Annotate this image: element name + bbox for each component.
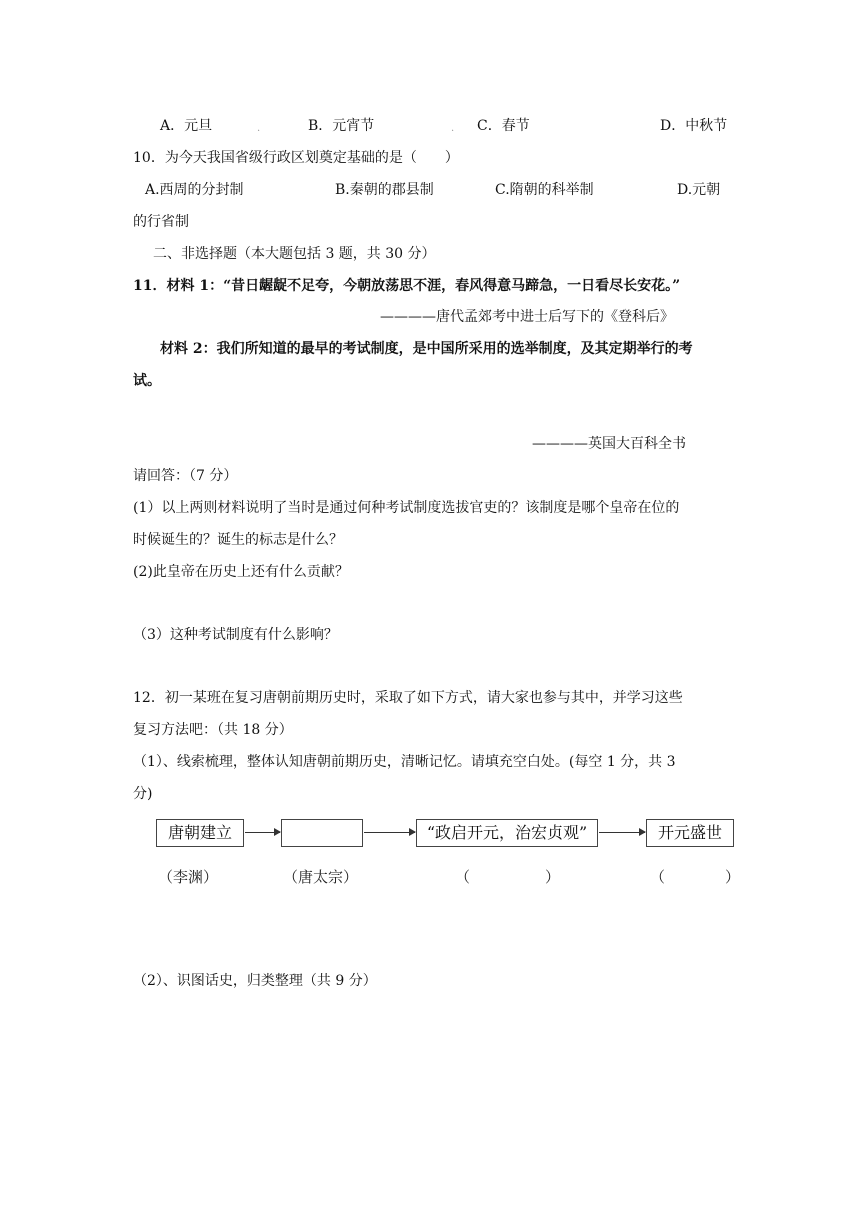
flow-box-kaiyuan-prosperity: 开元盛世 [646,819,734,847]
flow-caption-blank-2: （ ） [650,868,741,886]
q10-option-b: B.秦朝的郡县制 [335,182,434,198]
q11-question-2: (2)此皇帝在历史上还有什么贡献？ [133,564,349,580]
flow-caption-blank-1: （ ） [455,868,561,886]
q9-option-b: B．元宵节 [308,118,375,134]
flow-arrow-1 [245,832,280,833]
q9-option-a: A．元旦 [160,118,213,134]
q10-option-a: A.西周的分封制 [145,182,244,198]
q10-option-c: C.隋朝的科举制 [495,182,594,198]
q12-part-1-cont: 分) [133,786,153,802]
section-heading: 二、非选择题（本大题包括 3 题，共 30 分） [153,246,436,262]
flow-arrow-2 [364,832,415,833]
q12-stem: 12．初一某班在复习唐朝前期历史时，采取了如下方式，请大家也参与其中，并学习这些 [133,690,683,706]
q10-stem: 10．为今天我国省级行政区划奠定基础的是（ ） [133,150,459,166]
q12-part-2: （2）、识图话史，归类整理（共 9 分） [133,973,377,989]
flow-caption-li-yuan: （李渊） [158,868,219,886]
q10-option-d: D.元朝 [677,182,721,198]
scan-mark: . [257,123,261,134]
q12-stem-cont: 复习方法吧：（共 18 分） [133,722,293,738]
q11-material-1: 11．材料 1：“昔日龌龊不足夸，今朝放荡思不涯，春风得意马蹄急，一日看尽长安花。” [133,278,681,294]
q11-question-3: （3）这种考试制度有什么影响？ [133,627,338,643]
q11-prompt: 请回答：（7 分） [133,468,238,484]
q10-option-d-continued: 的行省制 [133,214,189,230]
flow-box-blank [281,819,363,847]
q11-question-1-cont: 时候诞生的？诞生的标志是什么？ [133,532,343,548]
flow-box-kaiyuan-zhenguan: “政启开元，治宏贞观” [416,819,598,847]
q11-source-1: ————唐代孟郊考中进士后写下的《登科后》 [380,309,674,325]
q9-option-d: D．中秋节 [660,118,728,134]
q12-part-1: （1）、线索梳理，整体认知唐朝前期历史，清晰记忆。请填充空白处。(每空 1 分，共 3 [133,754,676,770]
flow-box-tang-founding: 唐朝建立 [156,819,244,847]
q11-material-2: 材料 2：我们所知道的最早的考试制度，是中国所采用的选举制度，及其定期举行的考 [160,341,693,357]
flow-arrow-3 [599,832,645,833]
scan-mark: . [451,123,455,134]
q9-option-c: C．春节 [477,118,530,134]
q11-material-2-cont: 试。 [133,373,161,389]
flow-caption-taizong: （唐太宗） [283,868,359,886]
q11-source-2: ————英国大百科全书 [532,436,686,452]
q11-question-1: (1）以上两则材料说明了当时是通过何种考试制度选拔官吏的？该制度是哪个皇帝在位的 [133,500,680,516]
